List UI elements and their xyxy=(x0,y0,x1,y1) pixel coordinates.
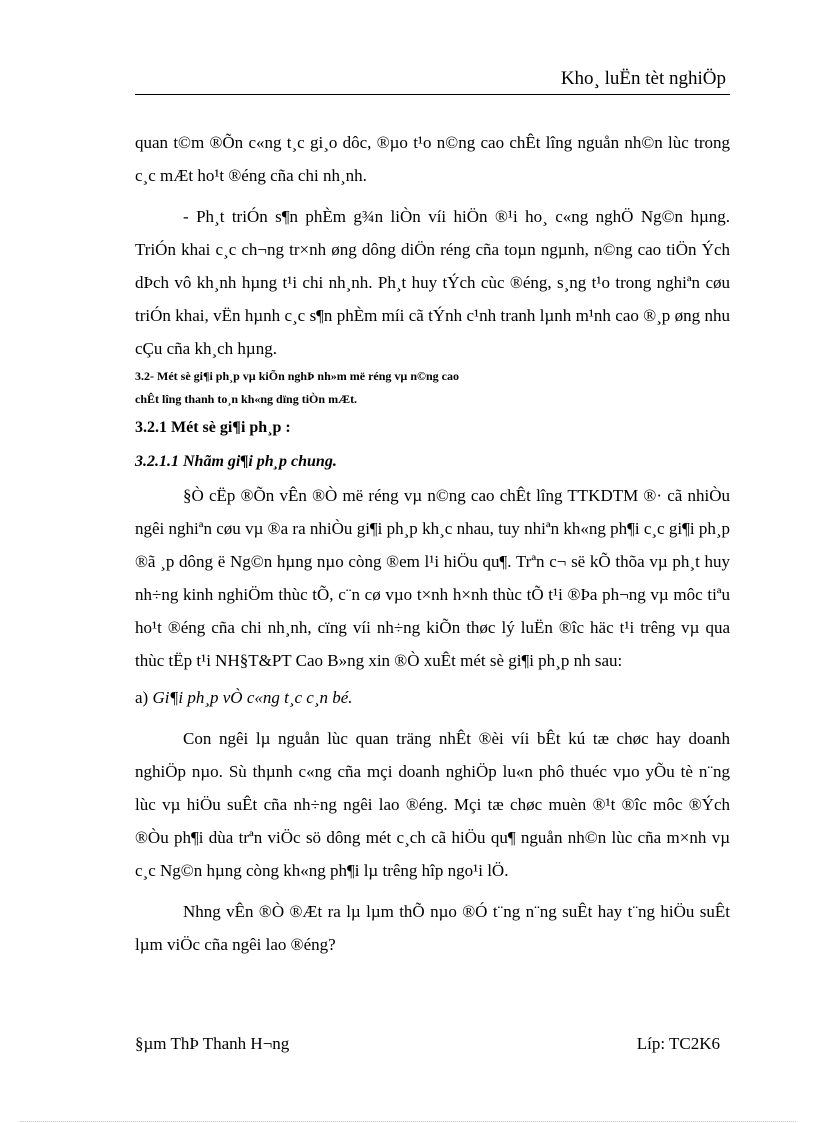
paragraph-proposal: §Ò cËp ®Õn vÊn ®Ò më réng vµ n©ng cao chÊt lîng TTKDTM ®· cã nhiÒu ngêi nghiªn cøu vµ ®a ra nhiÒu gi¶i ph¸p kh¸c nhau, tuy nhiªn kh«ng ph¶i c¸c gi¶i ph¸p ®ã ¸p dông ë Ng©n hµng nµo còng ®em l¹i hiÖu qu¶. Trªn c¬ së kÕ thõa vµ ph¸t huy nh÷ng kinh nghiÖm thùc tÕ, c¨n cø vµo t×nh h×nh thùc tÕ t¹i ®Þa ph¬ng vµ môc tiªu ho¹t ®éng cña chi nh¸nh, cïng víi nh÷ng kiÕn thøc lý luËn ®îc häc t¹i trêng vµ qua thùc tËp t¹i NH§T&PT Cao B»ng xin ®Ò xuÊt mét sè gi¶i ph¸p nh sau: xyxy=(135,486,730,670)
page-bottom-border xyxy=(20,1121,796,1122)
section-heading-line2: chÊt lîng thanh to¸n kh«ng dïng tiÒn mÆt. xyxy=(135,392,358,406)
section-heading-line1: 3.2- Mét sè gi¶i ph¸p vµ kiÕn nghÞ nh»m më réng vµ n©ng cao xyxy=(135,369,459,383)
list-item-text: Gi¶i ph¸p vÒ c«ng t¸c c¸n bé. xyxy=(152,688,353,707)
paragraph-question: Nhng vÊn ®Ò ®Æt ra lµ lµm thÕ nµo ®Ó t¨ng n¨ng suÊt hay t¨ng hiÖu suÊt lµm viÖc cña ngêi lao ®éng? xyxy=(135,902,730,954)
spacer xyxy=(135,192,730,200)
list-item-a xyxy=(135,681,730,714)
page-body xyxy=(135,126,730,961)
spacer xyxy=(135,887,730,895)
paragraph-product-development: - Ph¸t triÓn s¶n phÈm g¾n liÒn víi hiÖn ®¹i ho¸ c«ng nghÖ Ng©n hµng. TriÓn khai c¸c ch¬ng tr×nh øng dông diÖn réng cña toµn ngµnh, n©ng cao tiÖn Ých dÞch vô kh¸nh hµng t¹i chi nh¸nh. Ph¸t huy tÝch cùc ®éng, s¸ng t¹o trong nghiªn cøu triÓn khai, vËn hµnh c¸c s¶n phÈm míi cã tÝnh c¹nh tranh lµnh m¹nh cao ®¸p øng nhu cÇu cña kh¸ch hµng. xyxy=(135,207,730,358)
footer-author: §µm ThÞ Thanh H¬ng xyxy=(135,1034,290,1053)
header-divider xyxy=(135,94,730,95)
paragraph-intro: quan t©m ®Õn c«ng t¸c gi¸o dôc, ®µo t¹o n©ng cao chÊt lîng nguån nh©n lùc trong c¸c mÆt ho¹t ®éng cña chi nh¸nh. xyxy=(135,133,730,185)
subsection-heading: 3.2.1 Mét sè gi¶i ph¸p : xyxy=(135,419,291,436)
paragraph-human-resources: Con ngêi lµ nguån lùc quan träng nhÊt ®èi víi bÊt kú tæ chøc hay doanh nghiÖp nµo. Sù thµnh c«ng cña mçi doanh nghiÖp lu«n phô thuéc vµo yÕu tè n¨ng lùc vµ hiÖu suÊt cña nh÷ng ngêi lao ®éng. Mçi tæ chøc muèn ®¹t ®îc môc ®Ých ®Òu ph¶i dùa trªn viÖc sö dông mét c¸ch cã hiÖu qu¶ nguån nh©n lùc cña m×nh vµ c¸c Ng©n hµng còng kh«ng ph¶i lµ trêng hîp ngo¹i lÖ. xyxy=(135,729,730,880)
list-item-marker: a) xyxy=(135,688,149,707)
page-header-title: Kho¸ luËn tèt nghiÖp xyxy=(560,68,726,89)
subsubsection-heading: 3.2.1.1 Nhãm gi¶i ph¸p chung. xyxy=(135,453,337,470)
footer-class: Líp: TC2K6 xyxy=(636,1034,720,1053)
